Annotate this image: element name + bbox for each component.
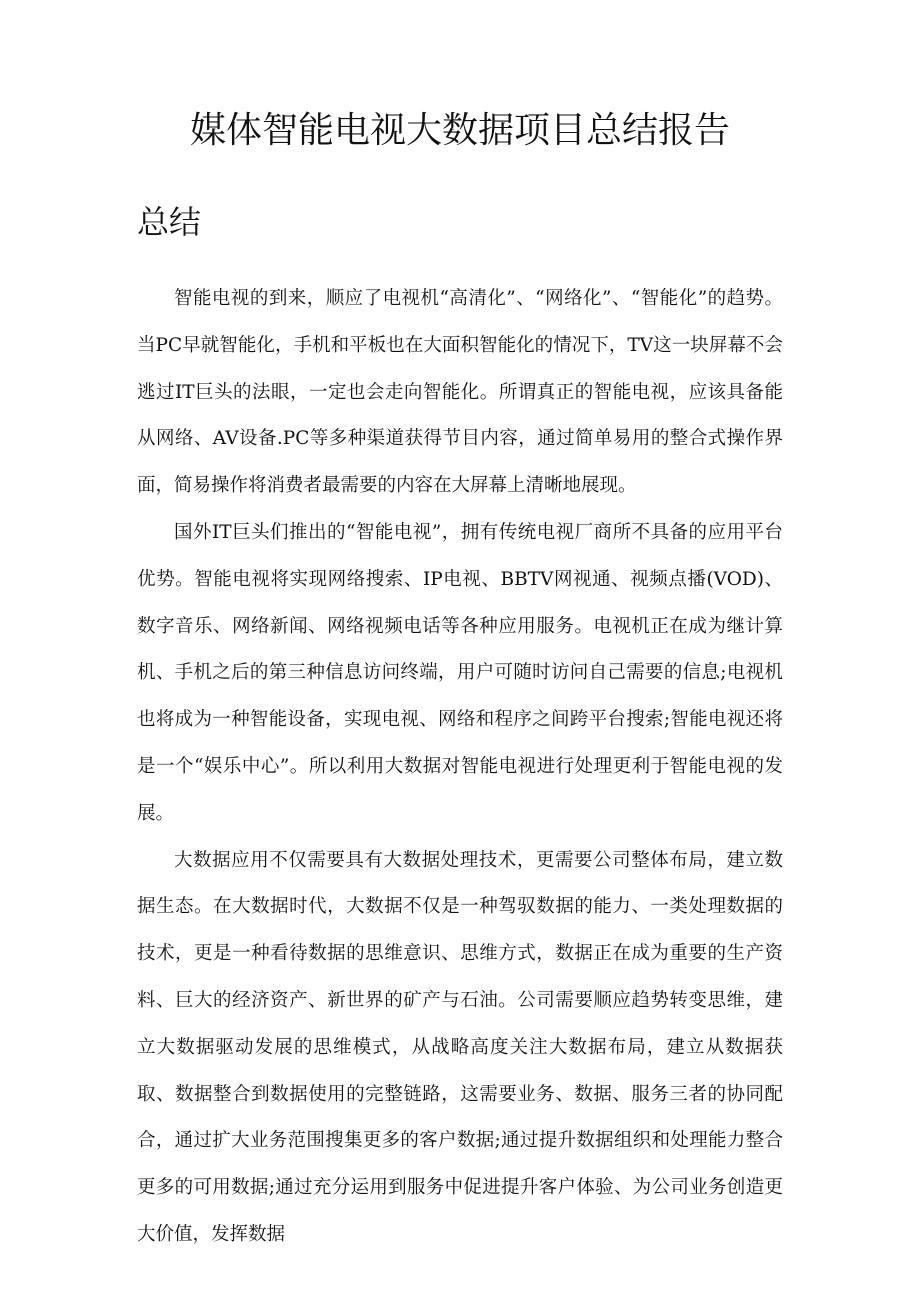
paragraph: 国外IT巨头们推出的“智能电视”，拥有传统电视厂商所不具备的应用平台优势。智能电视将实现网络搜索、IP电视、BBTV网视通、视频点播(VOD)、数字音乐、网络新闻、网络视频电话等各种应用服务。电视机正在成为继计算机、手机之后的第三种信息访问终端，用户可随时访问自己需要的信息;电视机也将成为一种智能设备，实现电视、网络和程序之间跨平台搜索;智能电视还将是一个“娱乐中心”。所以利用大数据对智能电视进行处理更利于智能电视的发展。 bbox=[137, 521, 783, 824]
paragraph: 智能电视的到来，顺应了电视机“高清化”、“网络化”、“智能化”的趋势。当PC早就智能化，手机和平板也在大面积智能化的情况下，TV这一块屏幕不会逃过IT巨头的法眼，一定也会走向智能化。所谓真正的智能电视，应该具备能从网络、AV设备.PC等多种渠道获得节目内容，通过简单易用的整合式操作界面，简易操作将消费者最需要的内容在大屏幕上清晰地展现。 bbox=[137, 288, 783, 497]
paragraph: 大数据应用不仅需要具有大数据处理技术，更需要公司整体布局，建立数据生态。在大数据时代，大数据不仅是一种驾驭数据的能力、一类处理数据的技术，更是一种看待数据的思维意识、思维方式，数据正在成为重要的生产资料、巨大的经济资产、新世界的矿产与石油。公司需要顺应趋势转变思维，建立大数据驱动发展的思维模式，从战略高度关注大数据布局，建立从数据获取、数据整合到数据使用的完整链路，这需要业务、数据、服务三者的协同配合，通过扩大业务范围搜集更多的客户数据;通过提升数据组织和处理能力整合更多的可用数据;通过充分运用到服务中促进提升客户体验、为公司业务创造更大价值，发挥数据 bbox=[137, 849, 783, 1245]
body-text bbox=[137, 276, 783, 1259]
section-heading: 总结 bbox=[137, 203, 202, 241]
document-title: 媒体智能电视大数据项目总结报告 bbox=[189, 110, 730, 151]
